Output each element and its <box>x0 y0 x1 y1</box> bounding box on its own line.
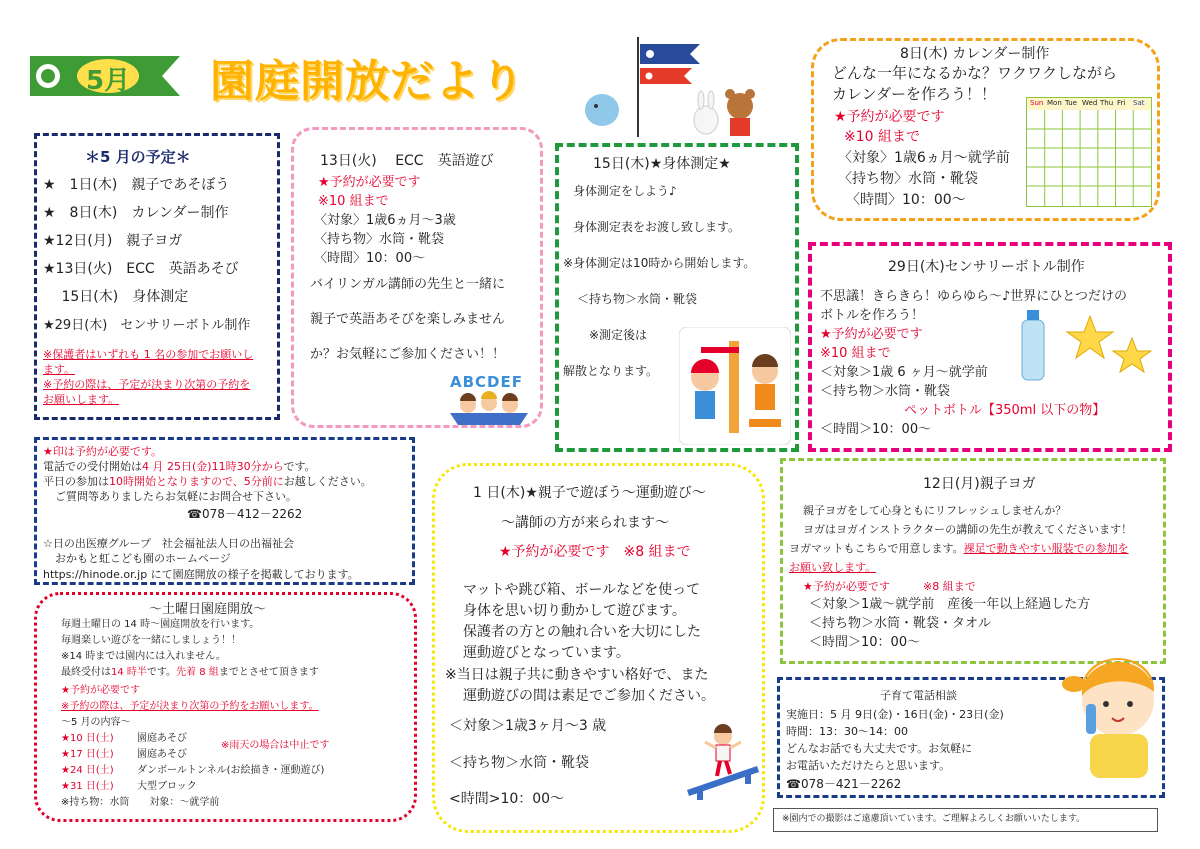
cal-target: 〈対象〉1歳6ヵ月～就学前 <box>838 150 1010 166</box>
schedule-item: 15日(木) 身体測定 <box>43 289 189 305</box>
info-homepage[interactable]: https://hinode.or.jp にて園庭開放の様子を掲載しております。 <box>43 568 359 581</box>
sat-footer: ※持ち物：水筒 対象：～就学前 <box>61 797 220 808</box>
move-line: マットや跳び箱、ボールなどを使って <box>463 582 701 598</box>
info-text: 電話での受付開始は <box>43 460 142 473</box>
photo-notice-text: ※園内での撮影はご遠慮頂いています。ご理解よろしくお願いいたします。 <box>782 814 1086 824</box>
phone-line: お電話いただけたらと思います。 <box>786 759 951 772</box>
ecc-reservation: ★予約が必要です <box>318 175 421 190</box>
yoga-capacity: ※8 組まで <box>923 580 976 593</box>
move-line: 身体を思い切り動かして遊びます。 <box>463 603 686 619</box>
body-line: 身体測定表をお渡し致します。 <box>573 220 741 234</box>
info-line: おかもと虹こども園のホームページ <box>55 552 231 565</box>
ecc-body: 親子で英語あそびを楽しみません <box>310 312 506 327</box>
balance-beam-child-icon <box>683 724 761 802</box>
body-measurement-box <box>555 143 799 452</box>
cal-weekday: Fri <box>1117 99 1126 107</box>
info-line: ☆日の出医療グループ 社会福祉法人日の出福祉会 <box>43 537 294 550</box>
yoga-time: ＜時間＞10：00～ <box>809 635 921 650</box>
ecc-english-box <box>291 127 543 428</box>
schedule-note: ※予約の際は、予定が決まり次第の予約を <box>43 378 251 391</box>
page-title: 園庭開放だより <box>210 56 525 107</box>
info-text: 平日の参加は <box>43 475 109 488</box>
yoga-reservation: ★予約が必要です <box>803 580 890 593</box>
sensory-bottle-box <box>808 242 1172 452</box>
bottle-reservation: ★予約が必要です <box>820 327 923 342</box>
koinobori-animals-illustration <box>580 32 770 142</box>
info-line: ★印は予約が必要です。 <box>43 445 162 458</box>
sat-contents-heading: ～5 月の内容～ <box>61 717 131 728</box>
cal-weekday: Sun <box>1030 99 1044 107</box>
info-line <box>43 476 372 487</box>
bottle-items: ＜持ち物＞水筒・靴袋 <box>820 384 951 399</box>
sat-title: ～土曜日園庭開放～ <box>149 602 267 617</box>
sat-text: までとさせて頂きます <box>218 667 319 678</box>
yoga-line <box>789 543 1129 554</box>
sat-item-date: ★17 日(土) <box>61 749 114 760</box>
abc-kids-illustration <box>444 375 534 427</box>
ecc-time: 〈時間〉10：00～ <box>314 251 426 266</box>
ecc-capacity: ※10 組まで <box>318 194 389 209</box>
move-note: 運動遊びの間は素足でご参加ください。 <box>463 688 715 704</box>
sat-item-date: ★31 日(土) <box>61 781 114 792</box>
ecc-target: 〈対象〉1歳6ヵ月～3歳 <box>314 213 456 228</box>
move-title: 1 日(木)★親子で遊ぼう～運動遊び～ <box>473 485 706 501</box>
yoga-red-text: 裸足で動きやすい服装での参加を <box>963 542 1129 555</box>
yoga-target: ＜対象＞1歳～就学前 産後一年以上経過した方 <box>809 597 1091 612</box>
cal-weekday: Wed <box>1082 99 1098 107</box>
yoga-line: 親子ヨガをして心身ともにリフレッシュしませんか？ <box>803 504 1067 517</box>
sat-text: 最終受付は <box>61 667 111 678</box>
phone-line: 実施日：5 月 9日(金)・16日(金)・23日(金) <box>786 708 1004 721</box>
body-line: ※身体測定は10時から開始します。 <box>563 256 756 270</box>
sat-rain-note: ※雨天の場合は中止です <box>221 740 330 751</box>
calendar-grid-icon <box>1027 110 1151 206</box>
info-red-time: 10時開始となりますので、5分前に <box>109 475 284 488</box>
cal-weekday: Mon <box>1047 99 1062 107</box>
cal-line: どんな一年になるかな？ワクワクしながら <box>832 64 1118 82</box>
ecc-title: 13日(火) ECC 英語遊び <box>320 153 494 169</box>
yoga-items: ＜持ち物＞水筒・靴袋・タオル <box>809 616 992 631</box>
move-line: 運動遊びとなっています。 <box>463 645 630 661</box>
body-line: ＜持ち物＞水筒・靴袋 <box>577 292 698 306</box>
sat-text: です。 <box>146 667 177 678</box>
sat-line <box>61 668 319 678</box>
cal-weekday: Tue <box>1065 99 1077 107</box>
month-badge-label: 5月 <box>86 66 131 96</box>
info-phone: ☎078－412－2262 <box>187 507 303 521</box>
cal-time: 〈時間〉10：00～ <box>846 192 966 208</box>
sat-line: 毎週楽しい遊びを一緒にしましょう！！ <box>61 635 241 646</box>
abc-letters: ABCDEF <box>450 373 523 391</box>
bottle-target: ＜対象＞1歳 6 ヶ月～就学前 <box>820 365 988 380</box>
cal-weekday: Thu <box>1100 99 1114 107</box>
schedule-item: ★ 1日(木) 親子であそぼう <box>43 177 230 193</box>
bottle-line: 不思議！きらきら！ゆらゆら～♪世界にひとつだけの <box>820 289 1128 304</box>
calendar-workshop-box <box>811 38 1160 221</box>
kids-book-icon <box>444 391 534 427</box>
phone-line: 時間：13：30～14：00 <box>786 725 908 738</box>
saturday-open-box <box>34 592 417 822</box>
cal-line: カレンダーを作ろう！！ <box>832 85 997 103</box>
info-red-date: 4 月 25日(金)11時30分から <box>142 460 284 473</box>
cal-title: 8日(木) カレンダー制作 <box>900 46 1050 62</box>
bottle-petbottle: ペットボトル【350ml 以下の物】 <box>904 403 1106 418</box>
bottle-title: 29日(木)センサリーボトル制作 <box>888 259 1085 275</box>
bottle-capacity: ※10 組まで <box>820 346 891 361</box>
cal-reservation: ★予約が必要です <box>834 109 945 125</box>
info-line <box>43 461 316 472</box>
monthly-schedule-box <box>34 133 280 420</box>
bottle-stars-illustration <box>1018 306 1168 386</box>
sat-item-text: 園庭あそび <box>137 733 187 744</box>
cal-items: 〈持ち物〉水筒・靴袋 <box>838 171 978 187</box>
schedule-note: ます。 <box>43 363 76 376</box>
body-line: 解散となります。 <box>563 364 659 378</box>
bottle-time: ＜時間＞10：00～ <box>820 422 932 437</box>
bottle-line: ボトルを作ろう！ <box>820 308 925 323</box>
move-reservation: ★予約が必要です ※8 組まで <box>499 544 691 560</box>
sat-reservation-note: ※予約の際は、予定が決まり次第の予約をお願いします。 <box>61 701 319 712</box>
move-note: ※当日は親子共に動きやすい格好で、また <box>445 667 709 683</box>
yoga-red-text: お願い致します。 <box>789 561 877 574</box>
move-time: <時間>10：00～ <box>449 791 565 807</box>
body-line: 身体測定をしよう♪ <box>573 184 677 198</box>
month-badge <box>30 52 190 100</box>
reservation-info-box <box>34 437 415 585</box>
parent-yoga-box <box>780 458 1166 664</box>
sat-line: ※14 時までは園内には入れません。 <box>61 651 226 662</box>
schedule-note: ※保護者はいずれも 1 名の参加でお願いし <box>43 348 254 361</box>
schedule-note: お願いします。 <box>43 393 120 406</box>
ecc-body: か？お気軽にご参加ください！！ <box>310 347 506 362</box>
sat-item-text: ダンボールトンネル(お絵描き・運動遊び) <box>137 765 325 776</box>
movement-play-box <box>432 463 765 833</box>
phone-line: どんなお話でも大丈夫です。お気軽に <box>786 742 973 755</box>
yoga-title: 12日(月)親子ヨガ <box>923 476 1036 492</box>
cal-capacity: ※10 組まで <box>844 129 920 145</box>
move-line: 保護者の方との触れ合いを大切にした <box>463 624 701 640</box>
sat-item-date: ★10 日(土) <box>61 733 114 744</box>
sat-red-capacity: 先着 8 組 <box>176 667 219 678</box>
body-line: ※測定後は <box>589 328 648 342</box>
height-measure-illustration <box>679 327 791 445</box>
schedule-item: ★ 8日(木) カレンダー制作 <box>43 205 229 221</box>
phone-title: 子育て電話相談 <box>880 689 957 702</box>
sat-red-time: 14 時半 <box>111 667 147 678</box>
sat-item-text: 園庭あそび <box>137 749 187 760</box>
info-text: お越しください。 <box>283 475 372 488</box>
calendar-illustration <box>1026 97 1152 207</box>
sat-reservation: ★予約が必要です <box>61 685 140 696</box>
info-text: です。 <box>283 460 316 473</box>
yoga-line: ヨガはヨガインストラクターの講師の先生が教えてくださいます！ <box>803 523 1133 536</box>
move-items: ＜持ち物＞水筒・靴袋 <box>449 755 589 771</box>
move-subtitle: ～講師の方が来られます～ <box>501 515 669 531</box>
ecc-body: バイリンガル講師の先生と一緒に <box>310 277 506 292</box>
schedule-item: ★13日(火) ECC 英語あそび <box>43 261 239 277</box>
photo-notice <box>773 808 1158 832</box>
sat-item-date: ★24 日(土) <box>61 765 114 776</box>
ecc-items: 〈持ち物〉水筒・靴袋 <box>314 232 445 247</box>
move-target: ＜対象＞1歳3ヶ月～3 歳 <box>449 718 607 734</box>
body-title: 15日(木)★身体測定★ <box>593 156 731 172</box>
sat-line: 毎週土曜日の 14 時～園庭開放を行います。 <box>61 619 260 630</box>
schedule-item: ★12日(月) 親子ヨガ <box>43 233 183 249</box>
info-line: ご質問等ありましたらお気軽にお問合せ下さい。 <box>55 490 297 503</box>
cal-weekday: Sat <box>1133 99 1145 107</box>
phone-number: ☎078－421－2262 <box>786 777 902 791</box>
sat-item-text: 大型ブロック <box>137 781 197 792</box>
phone-woman-illustration <box>1060 654 1176 778</box>
schedule-heading: ＊5 月の予定＊ <box>85 148 191 166</box>
yoga-text: ヨガマットもこちらで用意します。 <box>789 542 964 555</box>
schedule-item: ★29日(木) センサリーボトル制作 <box>43 318 251 333</box>
